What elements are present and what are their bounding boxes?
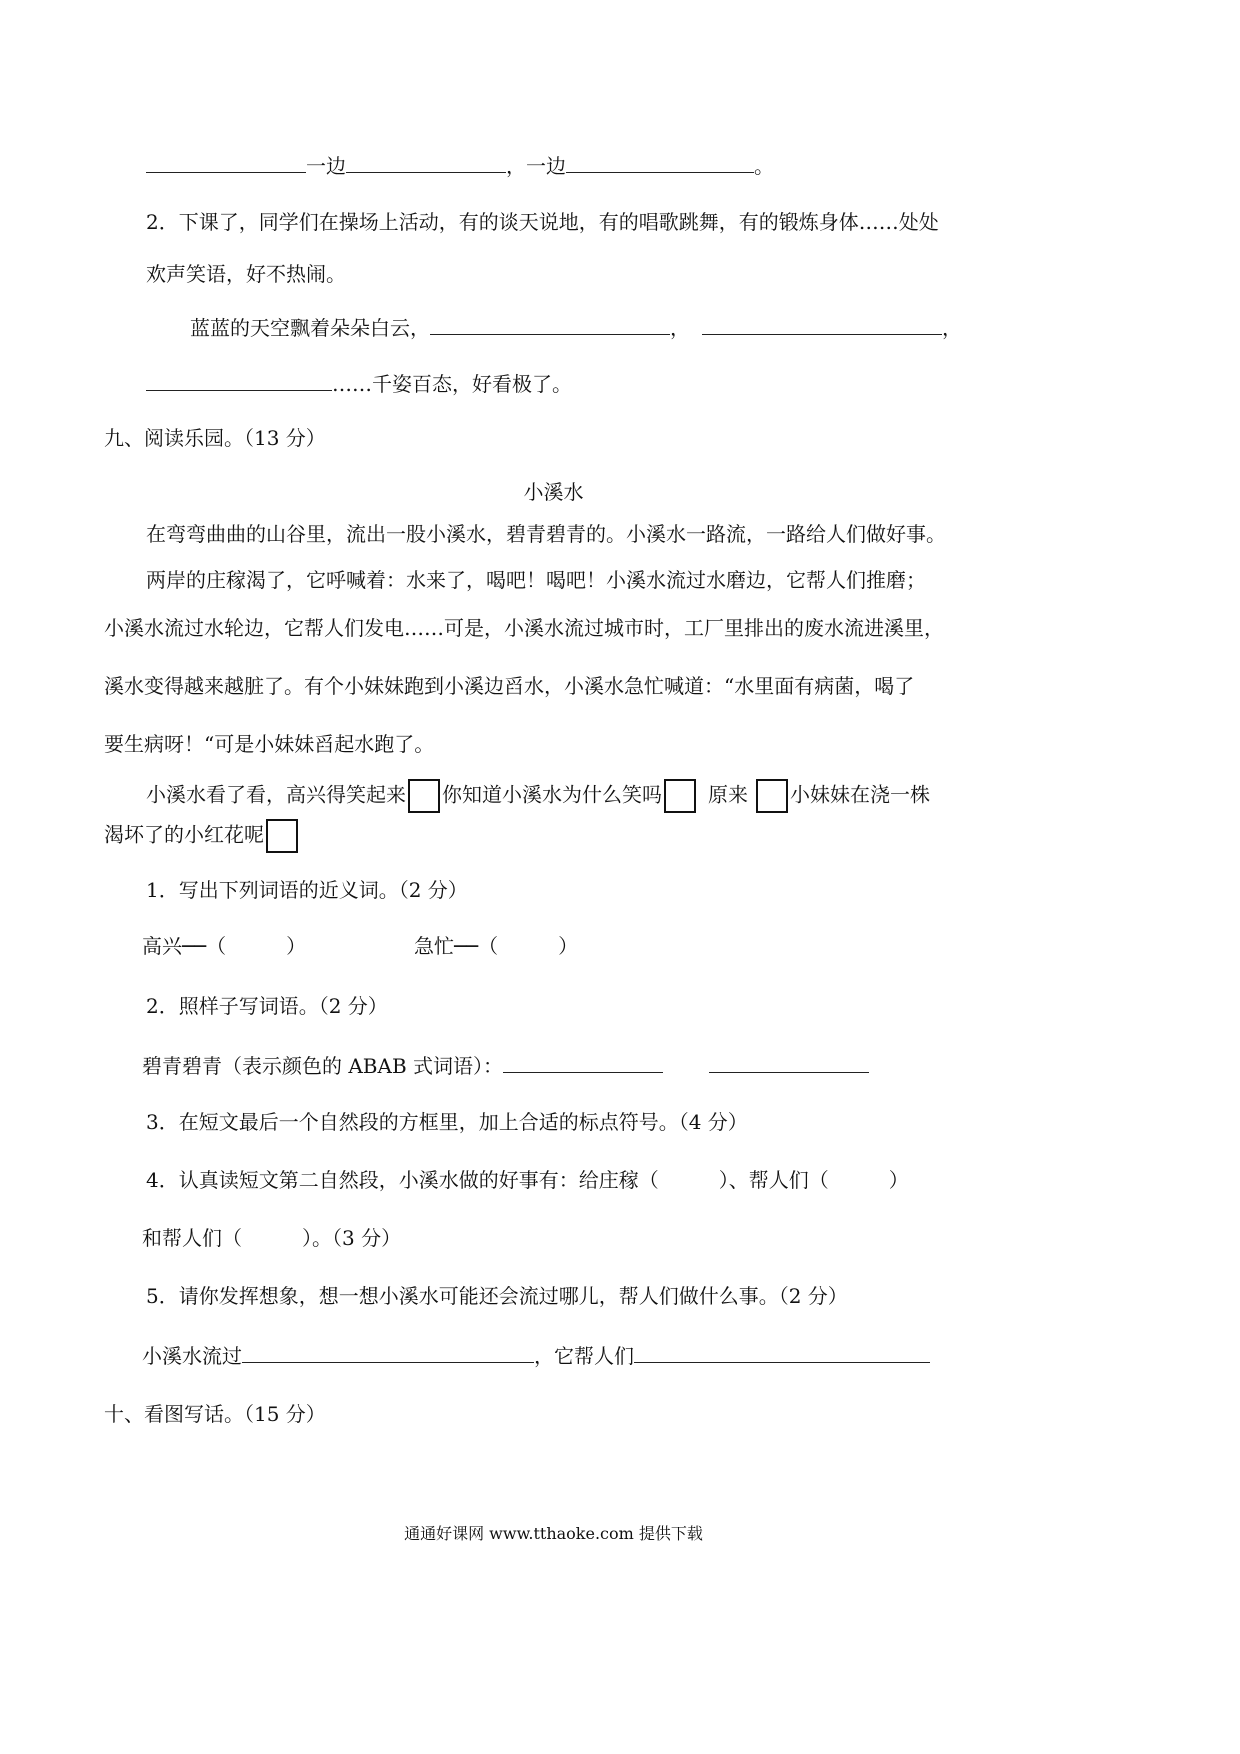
q5-answer-line: [142, 1340, 930, 1370]
passage-para3-l1: [146, 779, 930, 813]
text: 一边: [306, 154, 346, 178]
passage-para2-l3: 溪水变得越来越脏了。有个小妹妹跑到小溪边舀水，小溪水急忙喊道：“水里面有病菌，喝了: [104, 674, 915, 698]
blank[interactable]: [503, 1050, 663, 1073]
punctuation-box[interactable]: [266, 819, 298, 853]
punctuation-box[interactable]: [408, 779, 440, 813]
question-4-cont: 和帮人们（ ）。（3 分）: [142, 1226, 402, 1250]
passage-para2-l2: 小溪水流过水轮边，它帮人们发电……可是，小溪水流过城市时，工厂里排出的废水流进溪里，: [104, 616, 944, 640]
question-1: 1．写出下列词语的近义词。（2 分）: [146, 878, 468, 902]
q2-line4: [146, 368, 572, 398]
text: ，它帮人们: [534, 1344, 634, 1368]
text: 蓝蓝的天空飘着朵朵白云，: [190, 316, 430, 340]
blank[interactable]: [702, 312, 942, 335]
footer: 通通好课网 www.tthaoke.com 提供下载: [404, 1524, 703, 1543]
passage-title: 小溪水: [523, 480, 584, 504]
question-4: 4．认真读短文第二自然段，小溪水做的好事有：给庄稼（ ）、帮人们（ ）: [146, 1168, 909, 1192]
blank[interactable]: [242, 1340, 534, 1363]
punctuation-box[interactable]: [756, 779, 788, 813]
question-2: 2．照样子写词语。（2 分）: [146, 994, 388, 1018]
q2-line3: [190, 312, 962, 342]
text: ，一边: [506, 154, 566, 178]
punctuation-box[interactable]: [664, 779, 696, 813]
text: ，: [942, 316, 962, 340]
passage-para2-l1: 两岸的庄稼渴了，它呼喊着：水来了，喝吧！喝吧！小溪水流过水磨边，它帮人们推磨；: [146, 568, 926, 592]
q2-answer-line: [142, 1050, 869, 1080]
text: ，: [670, 316, 690, 340]
blank[interactable]: [146, 368, 332, 391]
text: 原来: [708, 782, 748, 807]
q1-answer-b[interactable]: 急忙──（ ）: [414, 934, 579, 958]
blank[interactable]: [146, 150, 306, 173]
text: 你知道小溪水为什么笑吗: [442, 782, 662, 807]
text: 。: [754, 154, 774, 178]
passage-para2-l4: 要生病呀！“可是小妹妹舀起水跑了。: [104, 732, 435, 756]
question-3: 3．在短文最后一个自然段的方框里，加上合适的标点符号。（4 分）: [146, 1110, 748, 1134]
text: 小妹妹在浇一株: [790, 782, 930, 807]
text: 渴坏了的小红花呢: [104, 822, 264, 847]
fill-line-1: [146, 150, 774, 180]
text: 小溪水流过: [142, 1344, 242, 1368]
question-5: 5．请你发挥想象，想一想小溪水可能还会流过哪儿，帮人们做什么事。（2 分）: [146, 1284, 848, 1308]
passage-para1: 在弯弯曲曲的山谷里，流出一股小溪水，碧青碧青的。小溪水一路流，一路给人们做好事。: [146, 522, 946, 546]
blank[interactable]: [634, 1340, 930, 1363]
section9-heading: 九、阅读乐园。（13 分）: [104, 426, 326, 450]
blank[interactable]: [566, 150, 754, 173]
passage-para3-l2: [104, 819, 300, 853]
text: 碧青碧青（表示颜色的 ABAB 式词语）：: [142, 1054, 503, 1078]
blank[interactable]: [346, 150, 506, 173]
q1-answer-a[interactable]: 高兴──（ ）: [142, 934, 307, 958]
section10-heading: 十、看图写话。（15 分）: [104, 1402, 326, 1426]
text: ……千姿百态，好看极了。: [332, 372, 572, 396]
text: 小溪水看了看，高兴得笑起来: [146, 782, 406, 807]
blank[interactable]: [430, 312, 670, 335]
q2-line2: 欢声笑语，好不热闹。: [146, 262, 346, 286]
blank[interactable]: [709, 1050, 869, 1073]
q2-line1: 2．下课了，同学们在操场上活动，有的谈天说地，有的唱歌跳舞，有的锻炼身体……处处: [146, 210, 939, 234]
